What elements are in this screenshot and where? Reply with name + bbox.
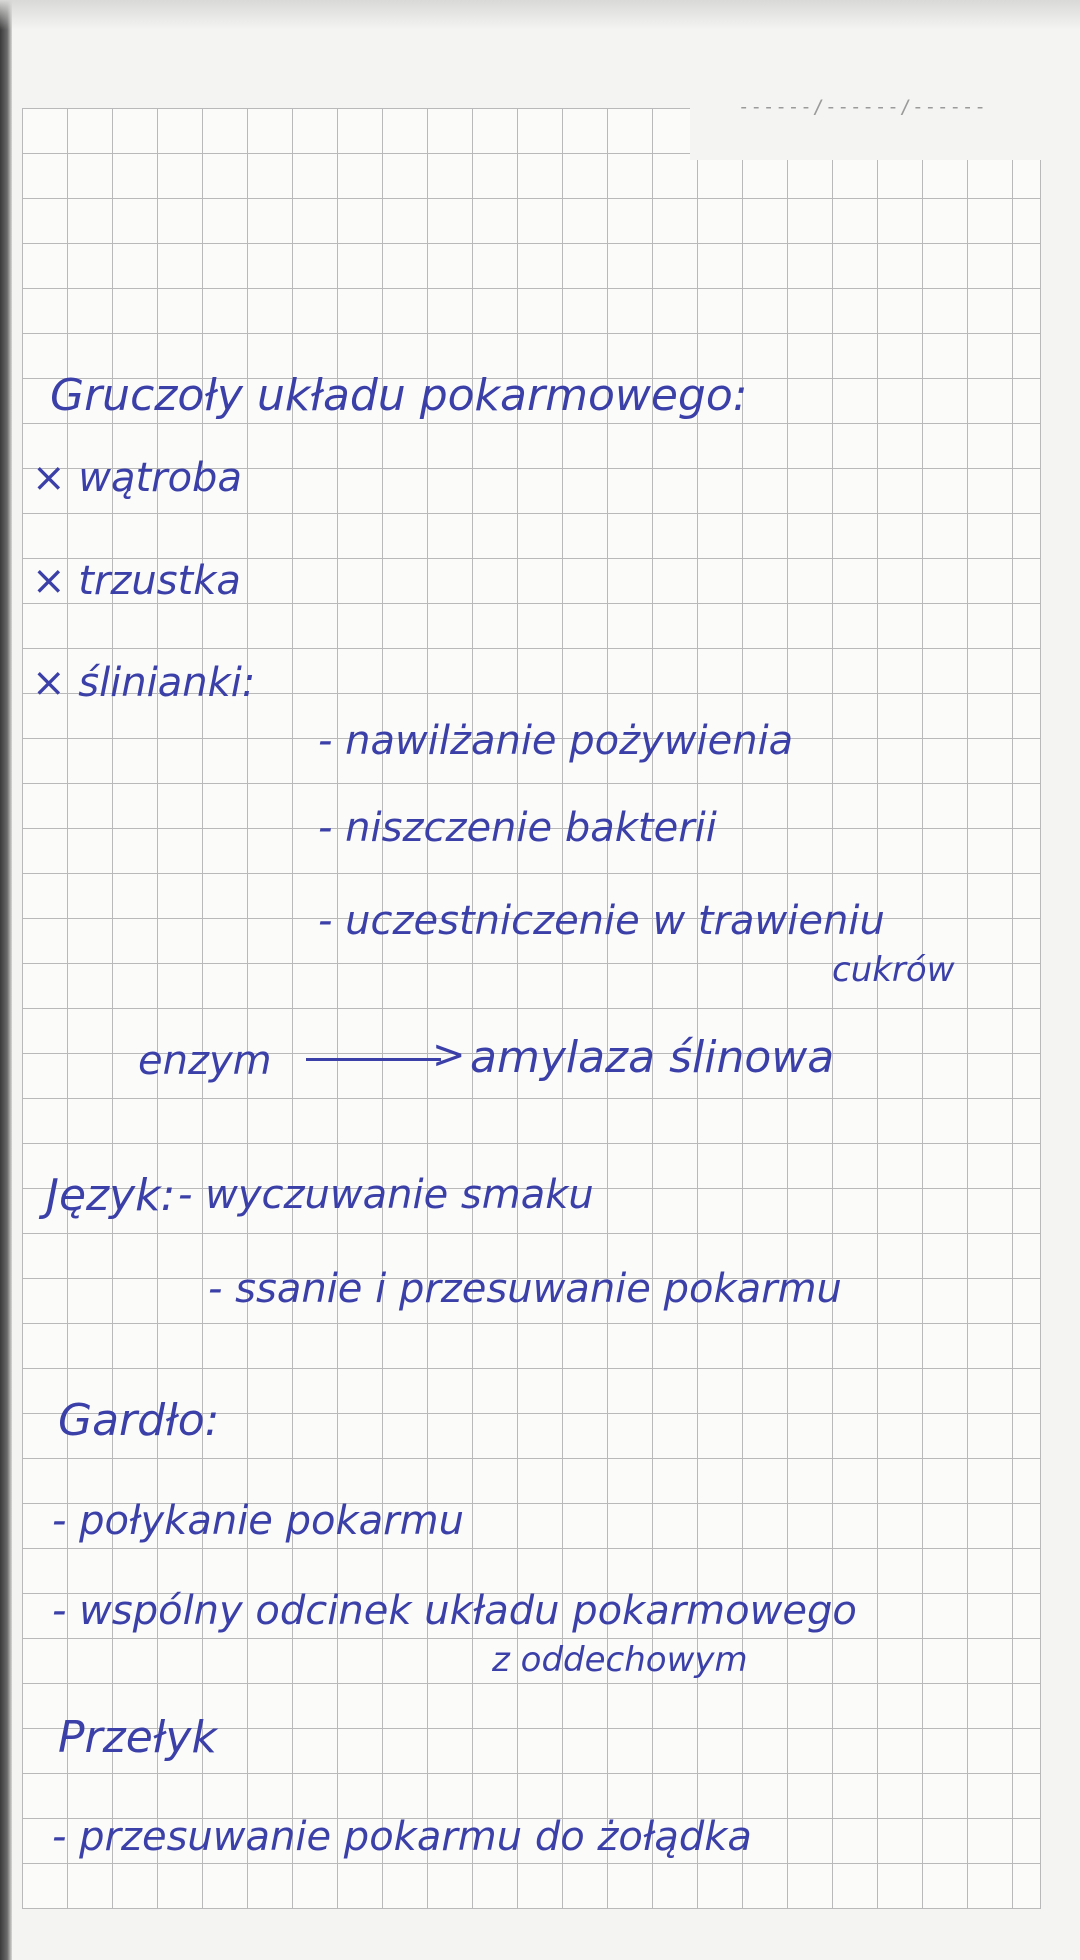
- item-salivary-glands: × ślinianki:: [32, 660, 256, 706]
- esophagus-title: Przełyk: [58, 1712, 217, 1763]
- salivary-function-3-continuation: cukrów: [832, 950, 955, 990]
- date-field: ------/------/------: [738, 96, 987, 118]
- enzyme-name: amylaza ślinowa: [470, 1032, 835, 1083]
- enzyme-label: enzym: [138, 1038, 272, 1084]
- title-glands: Gruczoły układu pokarmowego:: [50, 370, 748, 421]
- notebook-binding-edge: [0, 0, 12, 1960]
- esophagus-function-1: - przesuwanie pokarmu do żołądka: [52, 1814, 752, 1860]
- throat-function-2: - wspólny odcinek układu pokarmowego: [52, 1588, 857, 1634]
- throat-title: Gardło:: [58, 1395, 220, 1446]
- item-liver: × wątroba: [32, 455, 242, 501]
- page-shadow: [0, 0, 1080, 30]
- item-pancreas: × trzustka: [32, 558, 241, 604]
- arrow-head-icon: >: [432, 1032, 466, 1078]
- tongue-function-1: - wyczuwanie smaku: [178, 1172, 594, 1218]
- salivary-function-1: - nawilżanie pożywienia: [318, 718, 794, 764]
- tongue-label: Język:: [46, 1170, 176, 1221]
- throat-function-1: - połykanie pokarmu: [52, 1498, 464, 1544]
- salivary-function-2: - niszczenie bakterii: [318, 805, 717, 851]
- tongue-function-2: - ssanie i przesuwanie pokarmu: [208, 1266, 842, 1312]
- arrow-shaft: [306, 1058, 441, 1061]
- throat-function-2-continuation: z oddechowym: [492, 1640, 748, 1680]
- salivary-function-3: - uczestniczenie w trawieniu: [318, 898, 885, 944]
